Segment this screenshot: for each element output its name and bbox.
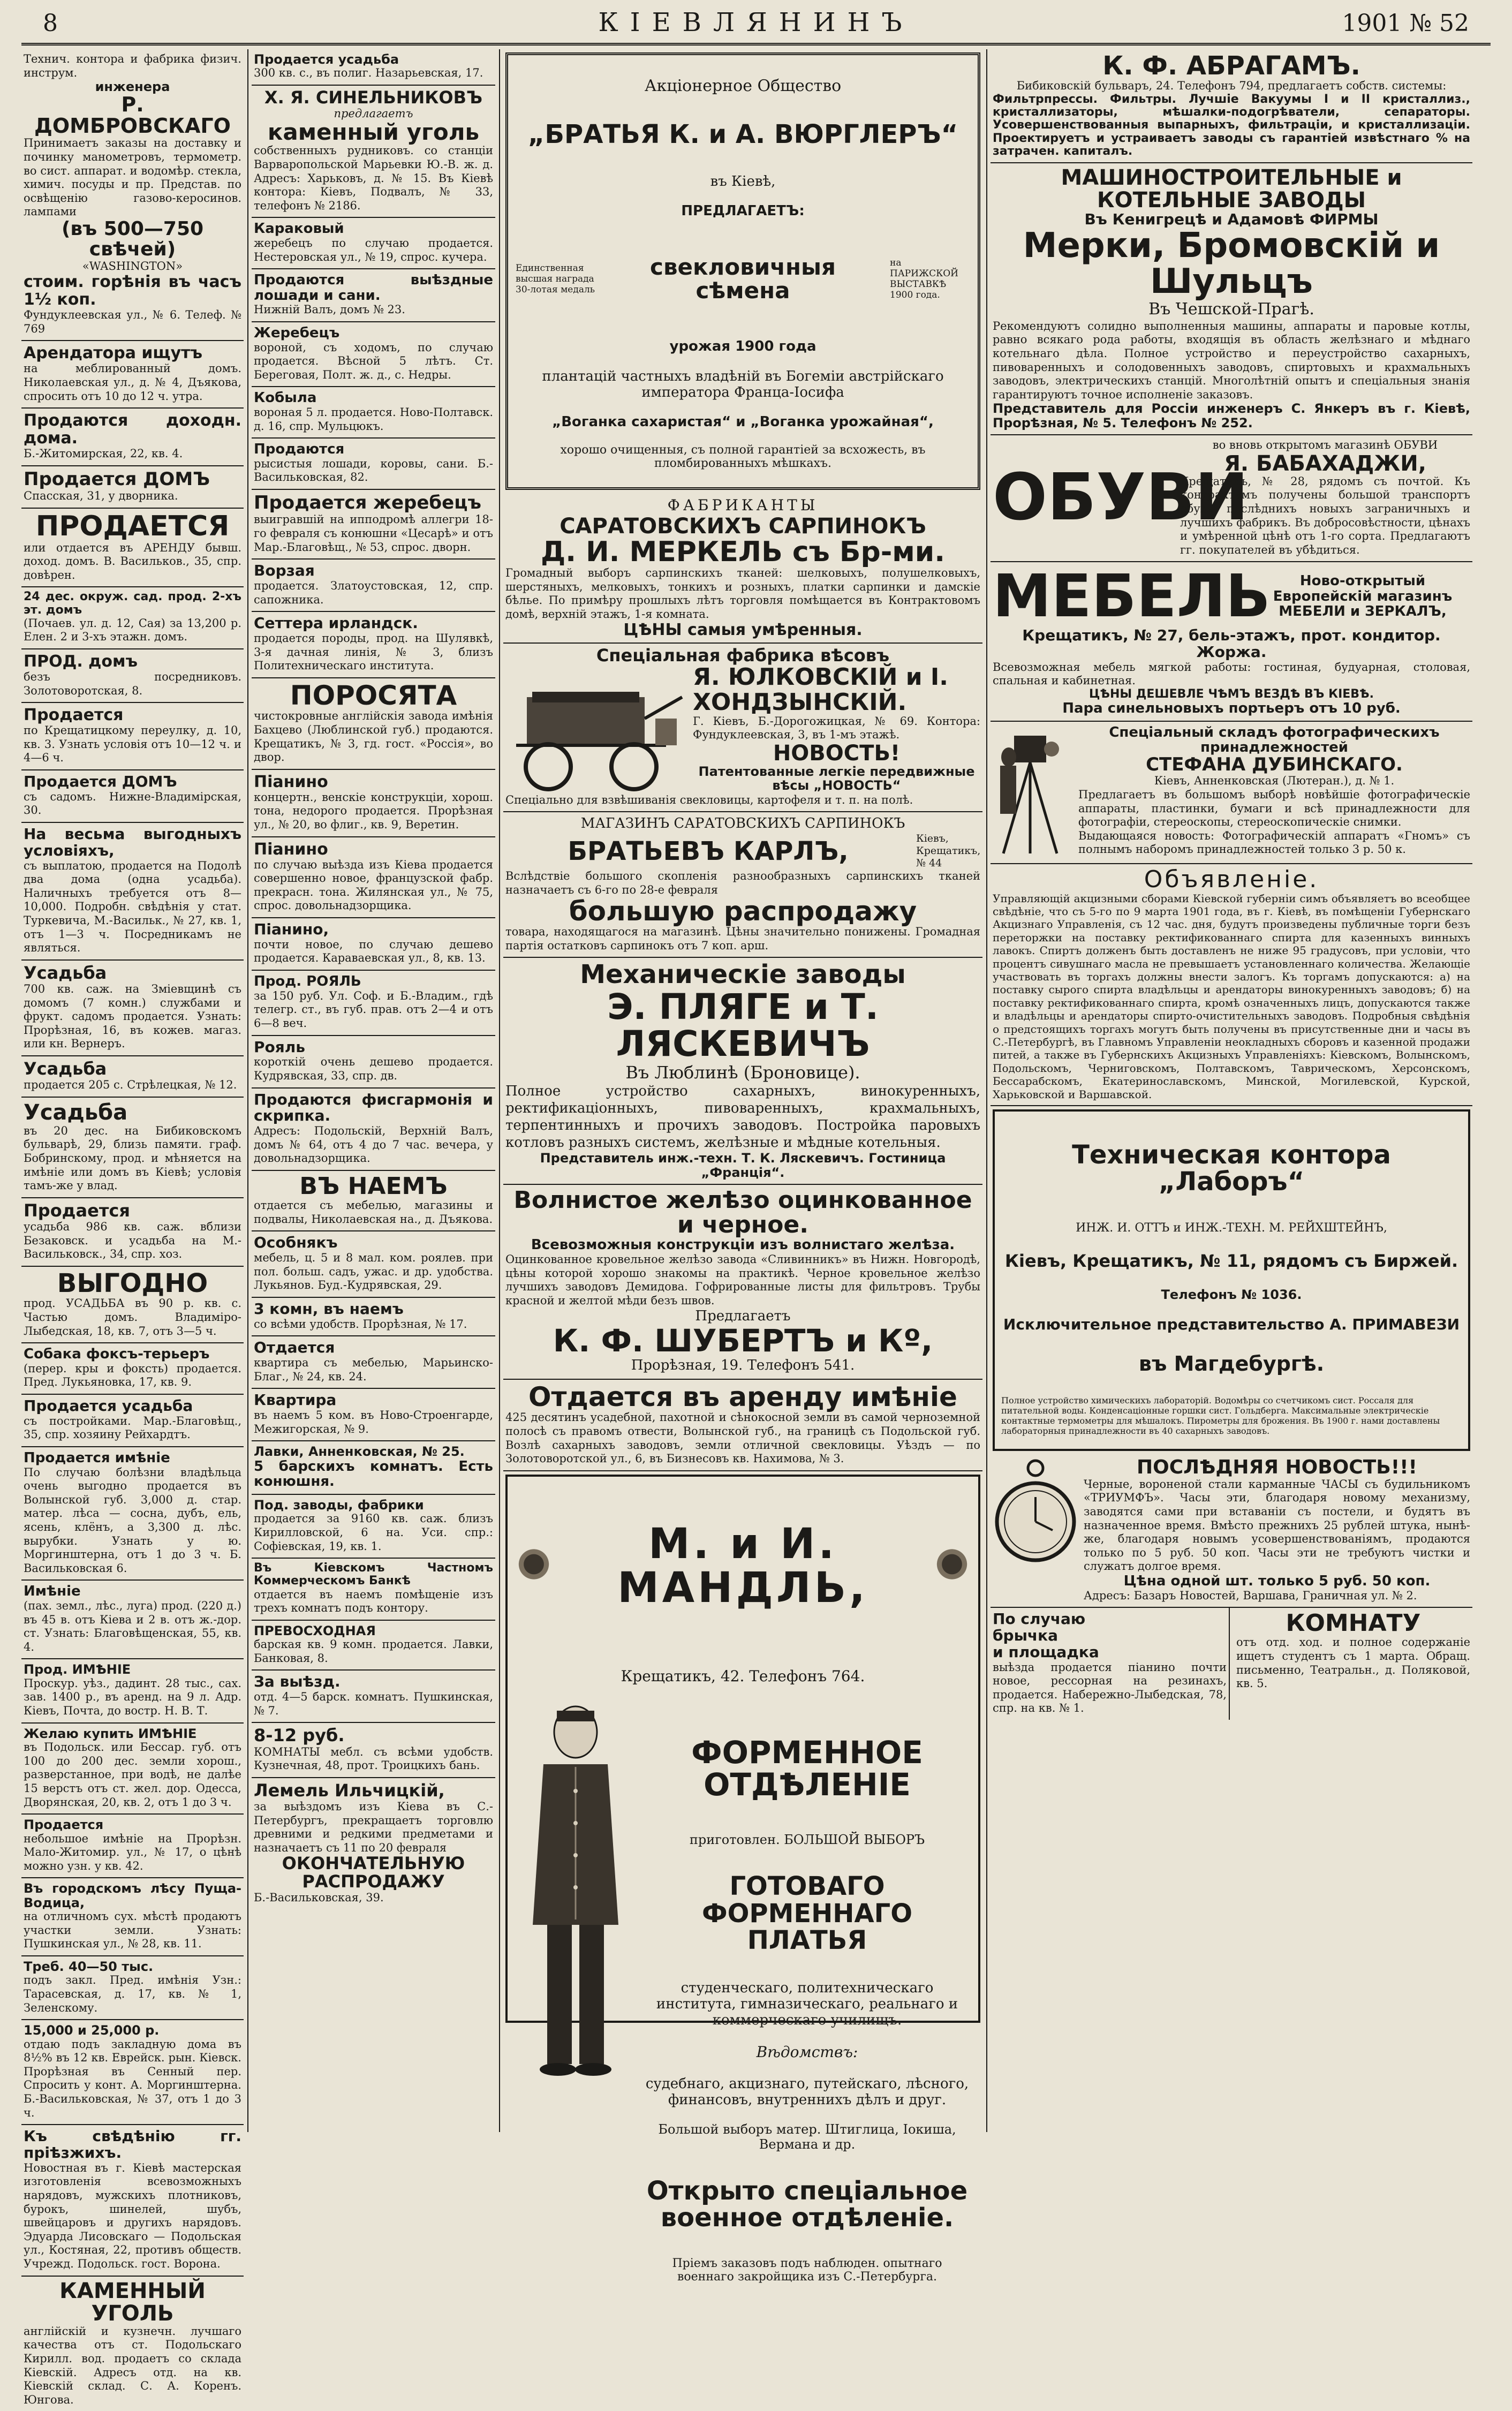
classified-ad: Прод. РОЯЛЬ за 150 руб. Ул. Соф. и Б.-Владим., гдѣ телегр. ст., въ губ. прав. отъ 2—4 и отъ 6—8 веч. <box>252 971 495 1036</box>
classified-ad: Ворзая продается. Златоустовская, 12, спр. сапожника. <box>252 560 495 612</box>
classified-ad: Прод. ИМѢНІЕ Проскур. уѣз., дадинт. 28 тыс., сах. зав. 1400 р., въ аренд. на 9 л. Адр. Кіевъ, Почта, до востр. Н. В. Т. <box>21 1659 244 1723</box>
column-rule <box>986 49 987 2132</box>
classified-ad: 15,000 и 25,000 р. отдаю подъ закладную дома въ 8½% въ 12 кв. Еврейск. рын. Кіевск. Прорѣзная въ Сенный пер. Спросить у конт. А. Моргинштерна. Б.-Васильковская, № 37, отъ 1 до 3 ч. <box>21 2020 244 2125</box>
classified-ad: ПРОД. домъ безъ посредниковъ. Золотоворотская, 8. <box>21 649 244 703</box>
classified-ad: Продается имѣніе По случаю болѣзни владѣльца очень выгодно продается въ Волынской губ. 3,000 д. стар. матер. лѣса — сосна, дубъ, ель, ясень, клёнъ, а 3,300 д. лѣс. вырубки. Узнать у ю. Моргинштерна, отъ 1 до 3 ч. Б. Васильковская 6. <box>21 1447 244 1581</box>
page-number: 8 <box>43 10 58 37</box>
classified-ad: 8-12 руб. КОМНАТЫ мебл. съ всѣми удобств. Кузнечная, 48, прот. Троицкихъ бань. <box>252 1723 495 1778</box>
classified-ad: Продается ДОМЪ Спасская, 31, у дворника. <box>21 466 244 509</box>
classified-ad: Под. заводы, фабрики продается за 9160 кв. саж. близъ Кирилловской, 6 на. Уси. спр.: Софіевская, 19, кв. 1. <box>252 1495 495 1559</box>
classified-ad: Піанино, почти новое, по случаю дешево продается. Караваевская ул., 8, кв. 13. <box>252 918 495 971</box>
classified-ad: КАМЕННЫЙ УГОЛЬ англійскій и кузнечн. лучшаго качества отъ ст. Подольскаго Кирилл. вод. продаетъ со склада Кіевскій. Адресъ отд. на кв. Кіевскій склад. С. А. Коренъ. Юнгова. <box>24 2278 241 2406</box>
notice-excise-auction: Объявленіе. Управляющій акцизными сборами Кіевской губерніи симъ объявляетъ во всеобщее свѣдѣніе, что съ 5-го по 9 марта 1901 года, въ г. Кіевѣ, въ помѣщеніи Губернскаго Акцизнаго Управленія, съ 12 час. дня, будутъ произведены публичные торги безъ переторжки на поставку ректификованнаго спирта для казенныхъ винныхъ лавокъ. Спиртъ долженъ быть доставленъ не ниже 95 градусовъ, при условіи, что процентъ сивушнаго масла не превышаетъ установленнаго количества. Желающіе участвовать въ торгахъ должны внести залогъ. Къ торгамъ допускаются: а) на поставку сырого спирта владѣльцы и арендаторы винокуренныхъ заводовъ; б) на поставку ректификованнаго спирта, кромѣ означенныхъ лицъ, допускаются также и владѣльцы и арендаторы спирто-очистительныхъ заводовъ. Подробныя свѣдѣнія о предстоящихъ торгахъ могутъ быть получены въ присутственные дни и часы въ С.-Петербургѣ, въ Главномъ Управленіи неокладныхъ сборовъ и казенной продажи питей, а также въ Губернскихъ Акцизныхъ Управленіяхъ: Кіевскомъ, Волынскомъ, Подольскомъ, Черниговскомъ, Полтавскомъ, Таврическомъ, Херсонскомъ, Бессарабскомъ, Екатеринославскомъ, Минской, Могилевской, Курской, Харьковской и Варшавской. <box>991 864 1472 1106</box>
ad-merki-bromovsky: МАШИНОСТРОИТЕЛЬНЫЕ и КОТЕЛЬНЫЕ ЗАВОДЫ Въ Кенигрецѣ и Адамовѣ ФИРМЫ Мерки, Бромовскій и Шульцъ Въ Чешской-Прагѣ. Рекомендуютъ солидно выполненныя машины, аппараты и паровые котлы, равно всякаго рода работы, входящія въ область желѣзнаго и мѣднаго котельнаго дѣла. Полное устройство и переустройство сахарныхъ, пивоваренныхъ и солодовенныхъ заводовъ, спиртовыхъ и крахмальныхъ заводовъ, электрическихъ станцій. Многолѣтній опытъ и спеціальныя знанія гарантируютъ точное исполненіе заказовъ. Представитель для Россіи инженеръ С. Янкеръ въ г. Кіевѣ, Прорѣзная, № 5. Телефонъ № 252. <box>991 163 1472 435</box>
ad-plage-laskevich: Механическіе заводы Э. ПЛЯГЕ и Т. ЛЯСКЕВИЧЪ Въ Люблинѣ (Броновице). Полное устройство сахарныхъ, винокуренныхъ, ректификаціонныхъ, пивоваренныхъ, крахмальныхъ, терпентинныхъ и прочихъ заводовъ. Постройка паровыхъ котловъ разныхъ системъ, желѣзные и мѣдные котельныя. Представитель инж.-техн. Т. К. Ляскевичъ. Гостиница „Франція“. <box>503 958 982 1185</box>
classified-ad: Усадьба 700 кв. саж. на Зміевщинѣ съ домомъ (7 комн.) службами и фрукт. садомъ продается. Узнать: Прорѣзная, 16, въ кожев. магаз. или кн. Вернеръ. <box>21 961 244 1056</box>
classified-ad: Отдается квартира съ мебелью, Марьинско-Благ., № 24, кв. 24. <box>252 1336 495 1389</box>
classified-ad: Усадьба въ 20 дес. на Бибиковскомъ бульварѣ, 29, близь памяти. граф. Бобринскому, прод. и мѣняется на имѣніе или домъ въ Кіевѣ; условія тамъ-же у влад. <box>21 1098 244 1198</box>
bottom-ads-row <box>991 1608 1472 1720</box>
classified-ad: Особнякъ мебель, ц. 5 и 8 мал. ком. роялев. при пол. больш. садъ, ужас. и др. удобства. Лукьянов. Буд.-Кудрявская, 29. <box>252 1231 495 1298</box>
ad-merkel: ФАБРИКАНТЫ САРАТОВСКИХЪ САРПИНОКЪ Д. И. МЕРКЕЛЬ съ Бр-ми. Громадный выборъ сарпинскихъ тканей: шелковыхъ, полушелковыхъ, шерстяныхъ, мелковыхъ, тонкихъ и розныхъ, платки сарпинки и дамскіе бѣлье. По примѣру прошлыхъ лѣтъ торговля помѣщается въ Контрактовомъ домѣ, верхній этажъ, 1-я комната. ЦѢНЫ самыя умѣренныя. <box>503 493 982 644</box>
column-rule <box>499 49 500 2132</box>
classified-ad: Кобыла вороная 5 л. продается. Ново-Полтавск. д. 16, спр. Мульцюкъ. <box>252 387 495 439</box>
classified-ad: Продается ДОМЪ съ садомъ. Нижне-Владимірская, 30. <box>21 770 244 823</box>
ad-abragam: К. Ф. АБРАГАМЪ. Бибиковскій бульваръ, 24. Телефонъ 794, предлагаетъ собств. системы: Фильтрпрессы. Фильтры. Лучшіе Вакуумы I и II кристаллиз., кристаллизаторы, мѣшалки-подогрѣватели, сепараторы. Усовершенствованныя выпарныхъ, фильтраціи, и кристаллизаціи. Проектируетъ и устраиваетъ заводы съ гарантіей извѣстнаго % на затрачен. капиталъ. <box>991 49 1472 163</box>
eagle-emblem-icon <box>514 1543 554 1591</box>
classified-ad: Квартира въ наемъ 5 ком. въ Ново-Строенгарде, Межигорская, № 9. <box>252 1389 495 1441</box>
classified-ad: Продаются фисгармонія и скрипка. Адресъ: Подольскій, Верхній Валъ, домъ № 64, отъ 4 до 7 час. вечера, у довольнадзорщика. <box>252 1089 495 1171</box>
classified-ad: Въ Кіевскомъ Частномъ Коммерческомъ Банкѣ отдается въ наемъ помѣщеніе изъ трехъ комнатъ подъ контору. <box>252 1559 495 1621</box>
classified-ad-ilchitsky: Лемель Ильчицкій, за выѣздомъ изъ Кіева въ С.-Петербургъ, прекращаетъ торговлю древними и редкими предметами и назначаетъ съ 11 по 20 февраля ОКОНЧАТЕЛЬНУЮ РАСПРОДАЖУ Б.-Васильковская, 39. <box>254 1780 493 1904</box>
classified-ad: Жеребецъ вороной, съ ходомъ, по случаю продается. Вѣсной 5 лѣтъ. Ст. Береговая, Полт. ж. д., с. Недры. <box>252 322 495 387</box>
classified-ad: ПРЕВОСХОДНАЯ барская кв. 9 комн. продается. Лавки, Банковая, 8. <box>252 1621 495 1671</box>
ad-dubinsky: Спеціальный складъ фотографическихъ принадлежностей СТЕФАНА ДУБИНСКАГО. Кіевъ, Анненковская (Лютеран.), д. № 1. Предлагаетъ въ большомъ выборѣ новѣйшіе фотографическіе аппараты, пластинки, бумаги и всѣ принадлежности для фотографіи, стереоскопы, стереоскопическіе снимки. Выдающаяся новость: Фотографическій аппаратъ «Гномъ» съ полнымъ наборомъ принадлежностей только 3 р. 50 к. <box>991 722 1472 864</box>
masthead <box>21 5 1491 46</box>
classified-ad: Піанино концертн., венскіе конструкціи, хорош. тона, недорого продается. Прорѣзная ул., № 20, во флиг., кв. 9, Веретин. <box>252 770 495 837</box>
classified-ad: Продаются выѣздные лошади и сани. Нижній Валъ, домъ № 23. <box>252 269 495 322</box>
classified-ad: 24 дес. окруж. сад. прод. 2-хъ эт. домъ (Почаев. ул. д. 12, Сая) за 13,200 р. Елен. 2 и 3-хъ этажн. домъ. <box>21 587 244 649</box>
classified-ad: Продается жеребецъ выигравшій на ипподромѣ аллегри 18-го февраля съ конюшни «Цесарѣ» и отъ Мар.-Благовѣщ., № 53, спрос. дворн. <box>252 490 495 560</box>
column-rule <box>247 49 248 2132</box>
ad-estate-lease: Отдается въ аренду имѣніе 425 десятинъ усадебной, пахотной и сѣнокосной земли въ самой черноземной полосѣ съ правомъ отвести, Волынской губ., на границѣ съ Подольской губ. Возлѣ сахарныхъ заводовъ, земли отличной свекловицы. Уѣздъ — по Золотоворотской ул., 6, въ Бизнесовъ кв. Нахимова, № 3. <box>503 1380 982 1471</box>
classified-ad: На весьма выгодныхъ условіяхъ, съ выплатою, продается на Подолѣ два дома (одна усадьба). Наличныхъ требуется отъ 8—10,000. Подробн. свѣдѣнія у стат. Туркевича, М.-Васильк., № 27, кв. 1, отъ 1—3 ч. Посредникамъ не являться. <box>21 823 244 961</box>
ad-wurgler: Акціонерное Общество „БРАТЬЯ К. и А. ВЮРГЛЕРЪ“ въ Кіевѣ, ПРЕДЛАГАЕТЪ: Единственная высшая награда 30-лотая медаль свекловичныя сѣмена на ПАРИЖСКОЙ ВЫСТАВКѢ 1900 года. урожая 1900 года плантацій частныхъ владѣній въ Богеміи австрійскаго императора Франца-Іосифа „Воганка сахаристая“ и „Воганка урожайная“, хорошо очищенныя, съ полной гарантіей за всхожесть, въ пломбированныхъ мѣшкахъ. <box>505 52 980 490</box>
classified-ad: Продается усадьба 300 кв. с., въ полиг. Назарьевская, 17. <box>252 49 495 86</box>
issue-number: 1901 № 52 <box>1342 10 1469 37</box>
classified-ad: 3 комн, въ наемъ со всѣми удобств. Прорѣзная, № 17. <box>252 1298 495 1336</box>
classified-ad: Лавки, Анненковская, № 25. 5 барскихъ комнатъ. Есть конюшня. <box>252 1441 495 1495</box>
classified-ad: ВЫГОДНО прод. УСАДЬБА въ 90 р. кв. с. Частью домъ. Владиміро-Лыбедская, 18, кв. 7, отъ 3—5 ч. <box>21 1267 244 1343</box>
classified-ad: ПОРОСЯТА чистокровные англійскія завода имѣнія Бахцево (Люблинской губ.) продаются. Крещатикъ, № 3, гд. гост. «Россія», во двор. <box>252 678 495 770</box>
column-3 <box>503 49 982 2284</box>
classified-ad: Желаю купить ИМѢНІЕ въ Подольск. или Бессар. губ. отъ 100 до 200 дес. земли хорош., разверстанное, при водѣ, не далѣе 15 верстъ отъ ст. жел. дор. Одесса, Дворянская, 20, кв. 2, отъ 1 до 3 ч. <box>21 1724 244 1815</box>
eagle-emblem-icon <box>932 1543 972 1591</box>
classified-ad: Собака фоксъ-терьеръ (перер. кры и фоксть) продается. Пред. Лукьяновка, 17, кв. 9. <box>21 1343 244 1395</box>
ad-mebel: МЕБЕЛЬ Ново-открытый Европейскій магазинъ МЕБЕЛИ и ЗЕРКАЛЪ, Крещатикъ, № 27, бель-этажъ, прот. кондитор. Жоржа. Всевозможная мебель мягкой работы: гостиная, будуарная, столовая, спальная и кабинетная. ЦѢНЫ ДЕШЕВЛЕ ЧѢМЪ ВЕЗДѢ ВЪ КІЕВѢ. Пара синельновыхъ портьеръ отъ 10 руб. <box>991 562 1472 721</box>
column-4 <box>991 49 1472 2132</box>
ad-watch: ПОСЛѢДНЯЯ НОВОСТЬ!!! Черные, вороненой стали карманные ЧАСЫ съ будильникомъ «ТРИУМФЪ». Часы эти, благодаря новому механизму, заводятся сами при вставаніи съ постели, и будятъ въ назначенное время. Вмѣсто прежнихъ 25 рублей штука, нынѣ-же, благодаря новымъ усовершенствованіямъ, продаются только по 5 руб. 50 коп. Часы эти не требуютъ чистки и служатъ долгое время. Цѣна одной шт. только 5 руб. 50 коп. Адресъ: Базаръ Новостей, Варшава, Граничная ул. № 2. <box>991 1454 1472 1608</box>
classified-ad-dombrovsky: Технич. контора и фабрика физич. инструм. инженера Р. ДОМБРОВСКАГО Принимаетъ заказы на доставку и починку манометровъ, термометр. во сист. аппарат. и водомѣр. стекла, химич. посуды и пр. Представ. по освѣщенію газово-керосинов. лампами (въ 500—750 свѣчей) «WASHINGTON» стоим. горѣнія въ часъ 1½ коп. Фундуклеевская ул., № 6. Телеф. № 769 <box>21 49 244 341</box>
classified-ad: Продается усадьба съ постройками. Мар.-Благовѣщ., 35, спр. хозяину Рейхардтъ. <box>21 1395 244 1447</box>
camera-tripod-illustration <box>993 725 1073 859</box>
classified-ad: Продаются доходн. дома. Б.-Житомирская, 22, кв. 4. <box>21 409 244 466</box>
classified-ad: ВЪ НАЕМЪ отдается съ мебелью, магазины и подвалы, Николаевская на., д. Дъякова. <box>252 1171 495 1231</box>
pocket-watch-icon <box>993 1457 1078 1575</box>
classified-ad-sinelnikov: Х. Я. СИНЕЛЬНИКОВЪ предлагаетъ каменный уголь собственныхъ рудниковъ. со станціи Варваропольской Марьевки Ю.-В. ж. д. Адресъ: Харьковъ, д. № 15. Въ Кіевѣ контора: Кіевъ, Подвалъ, № 33, телефонъ № 2186. <box>252 86 495 218</box>
ad-mandl: М. и И. МАНДЛЬ, Крещатикъ, 42. Телефонъ 764. ФОРМЕННОЕ ОТДѢЛЕНІЕ приготовлен. БОЛЬШОЙ ВЫБОРЪ ГОТОВАГО ФОРМЕННАГО ПЛАТЬЯ студенческаго, политехническаго института, гимназическаго, реальнаго и коммерческаго училищъ. Вѣдомствъ: судебнаго, акцизнаго, путейскаго, лѣсного, финансовъ, внутреннихъ дѣлъ и друг. Большой выборъ матер. Штиглица, Іокиша, Вермана и др. Открыто спеціальное военное отдѣленіе. Пріемъ заказовъ подъ наблюден. опытнаго военнаго закройщика изъ С.-Петербурга. <box>505 1475 980 2023</box>
uniform-figure-illustration <box>514 1700 637 2085</box>
column-2 <box>252 49 495 2132</box>
classified-ad: Продается по Крещатицкому переулку, д. 10, кв. 3. Узнать условія отъ 10—12 ч. и 4—6 ч. <box>21 703 244 770</box>
ad-room-wanted: КОМНАТУ отъ отд. ход. и полное содержаніе ищетъ студентъ съ 1 марта. Обращ. письменно, Театральн., д. Поляковой, кв. 5. <box>1236 1609 1470 1690</box>
ad-piano-carriage: По случаю брычка и площадка выѣзда продается піанино почти новое, рессорная на резинахъ, продается. Набережно-Лыбедская, 78, спр. на кв. № 1. <box>991 1608 1230 1720</box>
classified-ad: Піанино по случаю выѣзда изъ Кіева продается совершенно новое, французской фабр. прекрасн. тона. Жилянская ул., № 75, спрос. довольнадзорщика. <box>252 837 495 918</box>
classified-ad: Къ свѣдѣнію гг. пріѣзжихъ. Новостная въ г. Кіевѣ мастерская изготовленія всевозможныхъ нарядовъ, мужскихъ плотниковъ, бурокъ, шинелей, шубъ, швейцаровъ и другихъ нарядовъ. Эдуарда Лисовскаго — Подольская ул., Костяная, 22, противъ обществ. Учрежд. Подольск. гост. Ворона. <box>21 2125 244 2276</box>
classified-ad: Сеттера ирландск. продается породы, прод. на Шулявкѣ, 3-я дачная линія, № 3, близъ Политехническаго института. <box>252 612 495 678</box>
ad-labor: Техническая контора „Лаборъ“ ИНЖ. И. ОТТЪ и ИНЖ.-ТЕХН. М. РЕЙХШТЕЙНЪ, Кіевъ, Крещатикъ, № 11, рядомъ съ Биржей. Телефонъ № 1036. Исключительное представительство А. ПРИМАВЕЗИ въ Магдебургѣ. Полное устройство химическихъ лабораторій. Водомѣры со счетчикомъ сист. Россаля для питательной воды. Конденсаціонные горшки сист. Гольдберга. Максимальные электрическіе контактные термометры для мѣшалокъ. Пирометры для брожения. Въ 1900 г. нами доставлены лабораторныя принадлежности въ 40 сахарныхъ заводовъ. <box>993 1109 1470 1451</box>
ad-schubert: Волнистое желѣзо оцинкованное и черное. Всевозможныя конструкціи изъ волнистаго желѣза. Оцинкованное кровельное желѣзо завода «Сливинникъ» въ Нижн. Новгородѣ, цѣны которой хорошо знакомы на практикѣ. Черное кровельное желѣзо лучшихъ заводовъ Демидова. Гофрированные листы для фильтровъ. Трубы красной и желтой мѣди безъ швов. Предлагаетъ К. Ф. ШУБЕРТЪ и Кº, Прорѣзная, 19. Телефонъ 541. <box>503 1185 982 1380</box>
scale-cart-illustration <box>505 665 687 793</box>
classified-ad: ПРОДАЕТСЯ или отдается въ АРЕНДУ бывш. доход. домъ. В. Васильков., 35, спр. довѣрен. <box>21 509 244 587</box>
classified-ad: Рояль короткій очень дешево продается. Кудрявская, 33, спр. дв. <box>252 1036 495 1089</box>
classified-ad: Въ городскомъ лѣсу Пуща-Водица, на отличномъ сух. мѣстѣ продаютъ участки земли. Узнать: Пушкинская ул., № 28, кв. 11. <box>21 1878 244 1956</box>
classified-ad: Продаются рысистыя лошади, коровы, сани. Б.-Васильковская, 82. <box>252 439 495 490</box>
classified-ad: Продается усадьба 986 кв. саж. вблизи Безаковск. и усадьба на М.-Васильковск., 34, спр. хоз. <box>21 1198 244 1267</box>
ad-babahadzhi: ОБУВИ во вновь открытомъ магазинѣ ОБУВИ Я. БАБАХАДЖИ, Крещатикъ, № 28, рядомъ съ почтой. Къ контрактамъ получены большой транспортъ обуви послѣднихъ новыхъ заграничныхъ и лучшихъ фабрикъ. Въ добросовѣстности, цѣнахъ и умѣренной цѣнѣ отъ 1-го сорта. Предлагаютъ гг. покупателей въ убѣдиться. <box>991 435 1472 562</box>
ad-karl: МАГАЗИНЪ САРАТОВСКИХЪ САРПИНОКЪ БРАТЬЕВЪ КАРЛЪ, Кіевъ, Крещатикъ, № 44 Вслѣдствіе большого скопленія разнообразныхъ сарпинскихъ тканей назначаетъ съ 6-го по 28-е февраля большую распродажу товара, находящагося на магазинѣ. Цѣны значительно понижены. Громадная партія остатковъ сарпинокъ отъ 7 коп. арш. <box>503 812 982 958</box>
ad-yulkovsky: Спеціальная фабрика вѣсовъ Я. ЮЛКОВСКІЙ и І. ХОНДЗЫНСКІЙ. Г. Кіевъ, Б.-Дорогожицкая, № 69. Контора: Фундуклеевская, 3, въ 1-мъ этажѣ. НОВОСТЬ! Патентованные легкіе передвижные вѣсы „НОВОСТЬ“ Спеціально для взвѣшиванія свекловицы, картофеля и т. п. на полѣ. <box>503 644 982 812</box>
classified-ad: Продается небольшое имѣніе на Прорѣзн. Мало-Житомир. ул., № 17, о цѣнѣ можно узн. у кв. 42. <box>21 1815 244 1878</box>
classified-ad: Караковый жеребецъ по случаю продается. Нестеровская ул., № 19, спрос. кучера. <box>252 218 495 269</box>
classified-ad: Арендатора ищутъ на меблированный домъ. Николаевская ул., д. № 4, Дъякова, спросить отъ 10 до 12 ч. утра. <box>21 341 244 409</box>
classified-ad: Треб. 40—50 тыс. подъ закл. Пред. имѣнія Узн.: Тарасевская, д. 17, кв. № 1, Зеленскому. <box>21 1956 244 2020</box>
classified-ad: Имѣніе (пах. земл., лѣс., луга) прод. (220 д.) въ 45 в. отъ Кіева и 2 в. отъ ж.-дор. ст. Узнать: Благовѣщенская, 55, кв. 4. <box>21 1581 244 1659</box>
classified-ad: За выѣзд. отд. 4—5 барск. комнатъ. Пушкинская, № 7. <box>252 1671 495 1723</box>
column-1 <box>21 49 244 2406</box>
newspaper-title: КІЕВЛЯНИНЪ <box>598 7 914 37</box>
classified-ad: Усадьба продается 205 с. Стрѣлецкая, № 12. <box>21 1056 244 1098</box>
